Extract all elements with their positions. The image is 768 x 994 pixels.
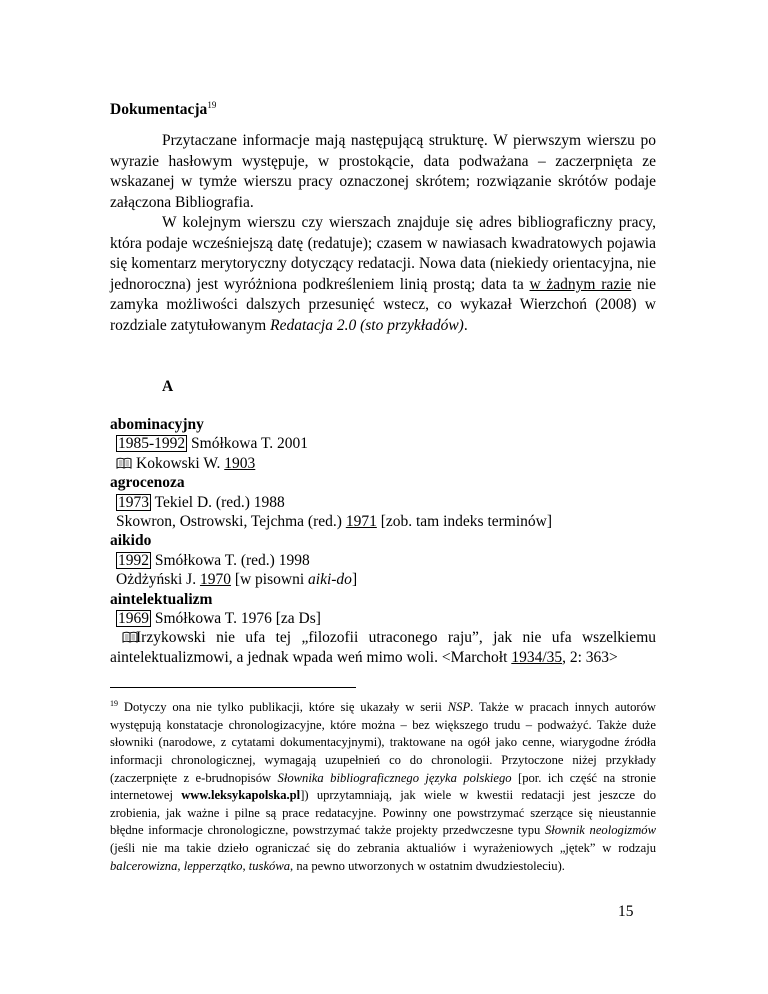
- section-heading: [110, 100, 216, 119]
- quotation-text: Irzykowski nie ufa tej „filozofii utraconego raju”, jak nie ufa wszelkiemu aintelektualizmowi, a jednak wpada weń mimo woli. <Marchołt: [110, 629, 656, 666]
- new-date: 1971: [345, 513, 377, 531]
- open-book-icon: [116, 455, 132, 467]
- entry-source-line: [110, 493, 656, 512]
- footnote-separator: [110, 687, 356, 688]
- new-date: 1934/35: [511, 648, 563, 666]
- section-letter: A: [162, 378, 174, 395]
- source-text: Smółkowa T. 2001: [187, 435, 309, 453]
- citation-text: Ożdżyński J.: [116, 571, 200, 589]
- new-date: 1970: [199, 571, 231, 589]
- citation-comment-end: ]: [351, 571, 358, 589]
- fn-italic-2: Słownika bibliograficznego języka polskiego: [277, 770, 512, 785]
- entry-source-line: [110, 551, 656, 570]
- entry-citation-line: [110, 512, 656, 531]
- citation-comment: [w pisowni: [230, 571, 309, 589]
- disputed-date-box: 1973: [118, 493, 149, 511]
- fn-text-2: . Także w pracach innych autorów występują konstatacje chronologizacyjne, które można – bez większego trudu – podważyć. Także duże słowniki (narodowe, z cytatami dokumentacyjnymi), traktowane na ogół jako cenne, wiarygodne źródła informacji chronologicznej, wymagają uzupełnień co do chronologii. Przytoczone niżej przykłady (zaczerpnięte z e-brudnopisów: [110, 700, 657, 785]
- intro-paragraph-1: Przytaczane informacje mają następującą strukturę. W pierwszym wierszu po wyrazie hasłowym występuje, w prostokącie, data podważana – zaczerpnięta ze wskazanej w tymże wierszu pracy oznaczonej skrótem; rozwiązanie skrótów podaje załączona Bibliografia.: [110, 132, 656, 211]
- fn-word-3: tuskówa: [248, 858, 291, 873]
- fn-word-1: balcerowizna: [110, 858, 178, 873]
- entry-headword: agrocenoza: [110, 474, 185, 492]
- source-text: Tekiel D. (red.) 1988: [151, 493, 285, 511]
- disputed-date-box: 1985-1992: [118, 435, 186, 453]
- heading-text: Dokumentacja: [110, 101, 208, 119]
- footnote: [110, 695, 656, 875]
- page-number: 15: [618, 903, 634, 920]
- entry-source-line: [110, 609, 656, 628]
- entry-headword: aintelektualizm: [110, 590, 213, 608]
- source-text: Smółkowa T. 1976 [za Ds]: [151, 610, 321, 628]
- quotation-locator: , 2: 363>: [562, 648, 618, 666]
- citation-italic: aiki-do: [308, 571, 352, 589]
- entry-headword: aikido: [110, 532, 152, 550]
- dictionary-entries: [110, 415, 656, 667]
- entry-quotation: [110, 628, 656, 667]
- entry-citation-line: [110, 570, 656, 589]
- new-date: 1903: [224, 454, 256, 472]
- entry-citation-line: [110, 454, 656, 473]
- fn-italic-1: NSP: [447, 700, 471, 715]
- fn-word-2: lepperzątko: [183, 858, 243, 873]
- fn-text-1: Dotyczy ona nie tylko publikacji, które się ukazały w serii: [123, 700, 448, 715]
- disputed-date-box: 1969: [118, 610, 149, 628]
- fn-italic-4: Słownik neologizmów: [544, 823, 657, 838]
- fn-comma-2: ,: [242, 858, 249, 873]
- fn-text-6: , na pewno utworzonych w ostatnim dwudziestoleciu).: [290, 858, 565, 873]
- entry-source-line: [110, 434, 656, 453]
- entry-headword: abominacyjny: [110, 416, 204, 433]
- p2-text-a: W kolejnym wierszu czy wierszach znajduje się adres bibliograficzny pracy, która podaje wcześniejszą datę (redatuje); czasem w nawiasach kwadratowych pojawia się komentarz merytoryczny dotyczący redatacji. Nowa data (niekiedy orientacyjna, nie jednoroczna) jest wyróżniona podkreśleniem linią prostą; data ta: [110, 214, 656, 293]
- footnote-number: 19: [110, 699, 118, 708]
- p2-text-b: nie zamyka możliwości dalszych przesunięć wstecz, co wykazał Wierzchoń (2008) w rozdziale zatytułowanym: [110, 275, 656, 334]
- citation-text: Kokowski W.: [136, 454, 225, 472]
- p2-underlined: w żadnym razie: [529, 275, 632, 293]
- p2-text-c: .: [463, 316, 468, 334]
- fn-comma-1: ,: [177, 858, 184, 873]
- fn-text-3: [por. ich część na stronie internetowej: [110, 770, 656, 803]
- open-book-icon: [116, 629, 132, 641]
- footnote-reference: 19: [207, 100, 217, 110]
- fn-text-5: (jeśli nie ma takie dzieło ograniczać się do zebrania aktualiów i wyrażeniowych „jętek” w rodzaju: [110, 840, 656, 855]
- fn-website: www.leksykapolska.pl: [181, 788, 301, 803]
- disputed-date-box: 1992: [118, 551, 149, 569]
- fn-text-4: ]) uprzytamniają, jak wiele w kwestii redatacji jest jeszcze do zrobienia, jak ważne i pilne są prace redatacyjne. Powinny one powstrzymać szerzące się nieustannie błędne informacje chronologiczne, powstrzymać także projekty przedwczesne typu: [110, 788, 656, 838]
- citation-comment: [zob. tam indeks terminów]: [376, 513, 553, 531]
- p2-italic-title: Redatacja 2.0 (sto przykładów): [270, 316, 464, 334]
- intro-paragraph-2: [110, 213, 656, 337]
- source-text: Smółkowa T. (red.) 1998: [151, 551, 310, 569]
- citation-text: Skowron, Ostrowski, Tejchma (red.): [116, 513, 346, 531]
